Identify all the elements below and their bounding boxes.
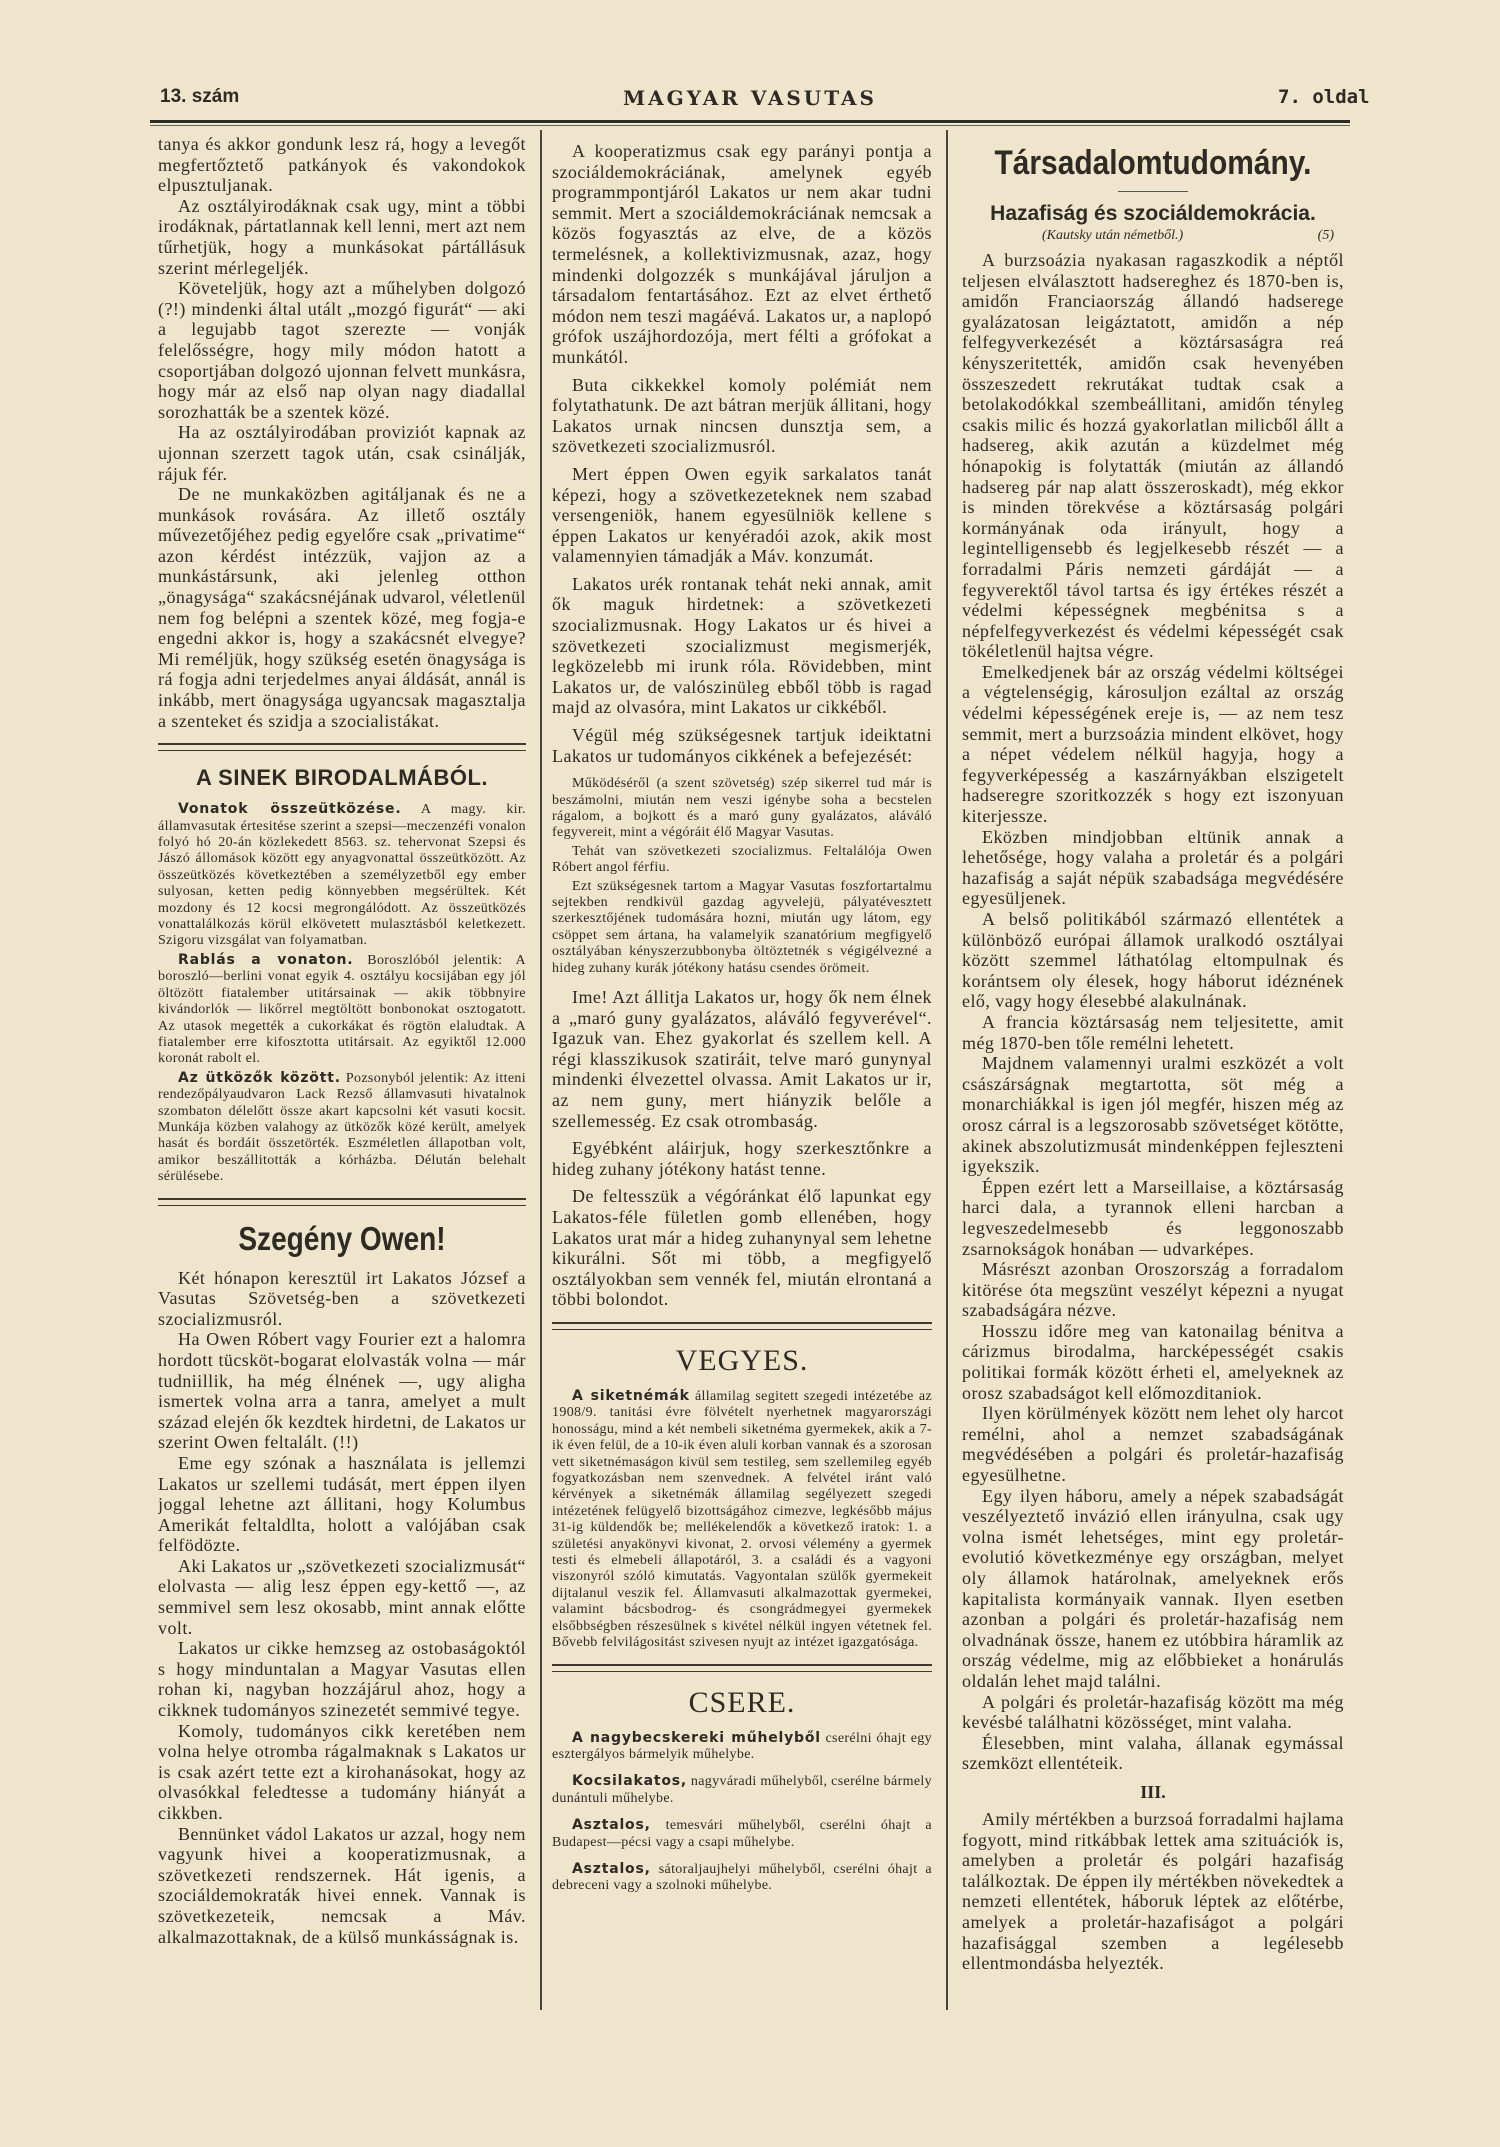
paragraph: Követeljük, hogy azt a műhelyben dolgozó (?!) mindenki által utált „mozgó figurát“ — aki a legujabb tagot szerezte — vonják felelősségre, hogy mily módon hatott a csoportjában dolgozó ujonnan felvett munkásra, hogy már az első nap olyan nagy diadallal sorozhatták be a szentek közé.	[158, 278, 526, 422]
section-title-csere: CSERE.	[688, 1685, 796, 1719]
header-rule	[150, 120, 1350, 123]
issue-number: 13. szám	[160, 86, 240, 107]
item-text: temesvári műhelyből, cserélni óhajt a Budapest—pécsi vagy a csapi műhelybe.	[552, 1818, 932, 1850]
news-item	[158, 1070, 526, 1186]
section-divider	[552, 1664, 932, 1672]
item-text: államilag segitett szegedi intézetébe az 1908/9. tanitási évre fölvételt nyerhetnek magyarországi honosságu, mind a két nembeli siketnéma gyermekek, akik a 7-ik éven felül, de a 10-ik éven aluli korban vannak és a szorosan vett siketnémaságon kivül sem testileg, sem szellemileg egyéb fogyatkozásban nem szenvednek. A felvétel iránt való kérvények a siketnémák államilag segélyezett szegedi intézetének felügyelő bizottságához cimezve, legkésőbb május 31-ig küldendők be; mellékelendők a következő iratok: 1. a születési anyakönyvi kivonat, 2. orvosi vélemény a gyermek testi és elmebeli állapotáról, 3. a családi és a vagyoni viszonyról szóló kimutatás. Vagyontalan szülők gyermekeit dijtalanul veszik fel. Államvasuti alkalmazottak gyermekei, valamint bácsbodrog- és csongrádmegyei gyermekek elsőbbségben részesülnek s kivétel nélkül ingyen vétetnek fel. Bővebb felvilágositást szivesen nyujt az intézet igazgatósága.	[552, 1389, 932, 1651]
paragraph: A kooperatizmus csak egy parányi pontja a szociáldemokráciának, amelynek egyéb programmpontjáról Lakatos ur nem akar tudni semmit. Mert a szociáldemokráciának nemcsak a közös fogyasztás az elve, de a közös termelésnek, a kollektivizmusnak, azaz, hogy mindenki dolgozzék s munkájával járuljon a társadalom fentartásához. Ezt az elvet érthető módon nem teszi magáévá. Lakatos ur, a naplopó grófok uszájhordozója, mert félti a grófokat a munkától.	[552, 141, 932, 367]
page-number: 7. oldal	[1278, 86, 1370, 108]
item-lead: A nagybecskereki műhelyből	[572, 1729, 821, 1746]
paragraph: A belső politikából származó ellentétek a különböző európai államok uralkodó osztályai között szemmel láthatólag eltompulnak és korántsem oly élesek, hogy háborut idéznének elő, vagy hogy élesebbé alakulnának.	[962, 909, 1344, 1012]
paragraph: Ilyen körülmények között nem lehet oly harcot remélni, ahol a nemzet szabadságának megvédésében a polgári és proletár-hazafiság egyesülhetne.	[962, 1403, 1344, 1486]
column-divider	[540, 130, 542, 2010]
paragraph: De ne munkaközben agitáljanak és ne a munkások rovására. Az illető osztály művezetőjéhez pedig egyelőre csak „privatime“ azon kérdést intézzük, vajjon az a munkástársunk, aki jelenleg otthon „önagysága“ szakácsnéjának udvarol, véletlenül nem fog belépni a szentek közé, meg fogja-e engedni akkor is, hogy a szakácsnét elvegye? Mi reméljük, hogy szükség esetén önagysága is rá fogja adni terjedelmes anyai áldását, annál is inkább, mert önagysága ugyancsak magasztalja a szenteket és szidja a szocialistákat.	[158, 484, 526, 731]
news-item	[552, 1817, 932, 1851]
paragraph: Ha Owen Róbert vagy Fourier ezt a halomra hordott tücsköt-bogarat elolvasták volna — már tudniillik, ha még élnének —, ugy aligha ismertek volna arra a tanra, amelyet a mult század elején ők kezdtek hirdetni, de Lakatos ur szerint Owen feltalált. (!!)	[158, 1329, 526, 1453]
paragraph: Eme egy szónak a használata is jellemzi Lakatos ur szellemi tudását, mert éppen ilyen joggal lehetne azt állitani, hogy Kolumbus Amerikát feltaldlta, holott a valójában csak felfödözte.	[158, 1452, 526, 1556]
paragraph: Ezt szükségesnek tartom a Magyar Vasutas foszfortartalmu sejtekben rendkivül gazdag agyvelejü, pályatévesztett szerkesztőjének tudomására hozni, miután ugy látom, egy csöppet sem ártana, ha valamelyik szanatórium megfigyelő osztályában kényszerzubbonyba öltöztetnék s végigélvezné a hideg zuhany kurák jótékony hatásu csendes örömeit.	[552, 878, 932, 976]
paragraph: Bennünket vádol Lakatos ur azzal, hogy nem vagyunk hivei a kooperatizmusnak, a szövetkezeti rendszernek. Hát igenis, a szociáldemokraták hivei ennek. Vannak is szövetkezeteik, nemcsak a Máv. alkalmazottaknak, de a külső munkásságnak is.	[158, 1823, 526, 1947]
news-item	[552, 1388, 932, 1652]
item-text: Boroszlóból jelentik: A boroszló—berlini vonat egyik 4. osztályu kocsijában egy jól öltözött fiatalember utitársainak — akik többnyire kivándorlók — likőrrel megtöltött bonbonokat osztogatott. Az utasok megették a cukorkákat és rögtön elaludtak. A fiatalember erre kifosztotta utitársait. Az egyiktől 12.000 koronát rabolt el.	[158, 952, 526, 1067]
paragraph: Hosszu időre meg van katonailag bénitva a cárizmus birodalma, harcképességét csakis politikai formák között érheti el, amelyeknek az orosz szabadságot kell előmozditaniok.	[962, 1320, 1344, 1403]
article-title-owen: Szegény Owen!	[238, 1219, 446, 1257]
header-rule-thin	[150, 125, 1350, 126]
news-item	[552, 1861, 932, 1895]
paragraph: De feltesszük a végóránkat élő lapunkat egy Lakatos-féle fületlen gomb ellenében, hogy Lakatos urat már a hideg zuhanynyal sem lehetne kikurálni. Sőt mi több, a megfigyelő osztályokban sem vennék fel, miután elrontaná a többi bolondot.	[552, 1186, 932, 1310]
paragraph: Amily mértékben a burzsoá forradalmi hajlama fogyott, mind ritkábbak lettek ama szituációk is, amelyben a proletár és polgári hazafiság találkoztak. De éppen ily mértékben növekedtek a nemzeti ellentétek, háboruk léptek az előtérbe, amelyek a proletár-hazafiságot a polgári hazafisággal szemben a legélesebb ellentmondásba helyezték.	[962, 1808, 1344, 1974]
paragraph: Eközben mindjobban eltünik annak a lehetősége, hogy valaha a proletár és a polgári hazafiság a saját népük szabadsága megvédésére egyesüljenek.	[962, 826, 1344, 909]
news-item	[158, 952, 526, 1068]
article-continuation	[158, 134, 526, 731]
paragraph: Emelkedjenek bár az ország védelmi költségei a végtelenségig, károsuljon ezáltal az ország védelmi képességének ereje is, — az nem tesz semmit, mert a burzsoázia mindent elkövet, hogy a népet védelem nélkül hagyja, hogy a fegyverképesség a kaszárnyákban elszigetelt hadseregre szoritkozzék s hogy ezt iszonyuan kiterjessze.	[962, 661, 1344, 827]
chapter-number: III.	[1140, 1781, 1166, 1802]
item-lead: Asztalos,	[572, 1817, 651, 1834]
paragraph: Egyébként aláirjuk, hogy szerkesztőnkre a hideg zuhany jótékony hatást tenne.	[552, 1138, 932, 1179]
column-2	[552, 134, 932, 2014]
article-owen-body	[158, 1268, 526, 1948]
paragraph: Élesebben, mint valaha, állanak egymással szemközt ellentéteik.	[962, 1732, 1344, 1774]
title-rule	[1118, 191, 1188, 192]
section-title-tarsadalomtudomany: Társadalomtudomány.	[994, 144, 1312, 182]
paragraph: A francia köztársaság nem teljesitette, amit még 1870-ben tőle remélni lehetett.	[962, 1011, 1344, 1053]
part-number: (5)	[1317, 228, 1334, 243]
exchange-items	[552, 1730, 932, 1895]
paragraph: Aki Lakatos ur „szövetkezeti szocializmusát“ elolvasta — alig lesz éppen egy-kettő —, az semmivel sem lesz okosabb, mint annak előtte volt.	[158, 1555, 526, 1638]
article-hazafisag-chapter-3	[962, 1809, 1344, 1974]
paragraph: A burzsoázia nyakasan ragaszkodik a néptől teljesen elválasztott hadsereghez és 1870-ben is, amidőn Franciaország állandó hadserege gyalázatosan leigáztatott, amidőn a nép felfegyverkezését a köztársaságra reá kényszeritették, amidőn csak hevenyében összeszedett rekrutákat tudtak csak a betolakodókkal szembeállitani, amidőn tényleg csakis milic és hozzá gyakorlatlan milicből állt a hadsereg, akik azután a küzdelmet még hónapokig is folytatták (miután az állandó hadsereg pár nap alatt összeroskadt), még ekkor is minden törekvése a köztársaság polgári kormányának oda irányult, hogy a legintelligensebb és legjelkesebb részét — a forradalmi Páris nemzeti gárdáját — a fegyverektől távol tartsa és igy értékes részét a védelmi képességnek megbénitsa s a népfelfegyverkezést és védelmi képességét csak tökéletlenül hajtsa végre.	[962, 250, 1344, 662]
paragraph: Majdnem valamennyi uralmi eszközét a volt császárságnak megtartotta, söt még a monarchiákkal is igen jól megfér, hiszen még az orosz cárral is a legszorosabb szövetséget kötötte, akinek abszolutizmusát mindenképpen fejleszteni igyekszik.	[962, 1053, 1344, 1177]
item-text: Pozsonyból jelentik: Az itteni rendezőpályaudvaron Lack Rezső államvasuti hivatalnok szombaton délelőtt össze akart kapcsolni két vasuti kocsit. Munkája közben valahogy az ütközők közé került, amelyek hasát és bordáit összetörték. Eszméletlen állapotban volt, amikor beszállitották a kórházba. Délután belehalt sérülésebe.	[158, 1070, 526, 1185]
item-lead: Kocsilakatos,	[572, 1773, 688, 1790]
paragraph: Egy ilyen háboru, amely a népek szabadságát veszélyeztető invázió ellen irányulna, csak ugy volna ismét lehetséges, mint egy proletár-evolutió következménye egy országban, melyet oly államok határolnak, amelyeknek erős kapitalista kormányaik vannak. Ilyen esetben azonban a polgári és proletár-hazafiság nem olvadnának össze, hanem ez utóbbira háramlik az ország védelme, mig az előbbieket a honárulás oldalán lehet majd találni.	[962, 1485, 1344, 1691]
paragraph: Ha az osztályirodában proviziót kapnak az ujonnan szerzett tagok után, csak csinálják, rájuk fér.	[158, 422, 526, 484]
byline	[962, 228, 1344, 244]
paragraph: Komoly, tudományos cikk keretében nem volna helye otromba rágalmaknak s Lakatos ur is csak azért tette ezt a kirohanásokat, hogy az olvasókkal feledtesse a tudomány hiányát a cikkben.	[158, 1720, 526, 1823]
section-divider	[158, 743, 526, 751]
section-divider	[552, 1322, 932, 1330]
news-item	[158, 801, 526, 950]
paragraph: Ime! Azt állitja Lakatos ur, hogy ők nem élnek a „maró guny gyalázatos, aláváló fegyverével“. Igazuk van. Ehez gyakorlat és szellem kell. A régi klasszikusok szatiráit, telve maró gunynyal mindenki élvezettel olvassa. Amit Lakatos ur ir, az nem guny, mert hiányzik belőle a szellemesség. Ez csak otrombaság.	[552, 987, 932, 1131]
item-text: sátoraljaujhelyi műhelyből, cserélni óhajt a debreceni vagy a szolnoki műhelybe.	[552, 1861, 932, 1894]
paragraph: Két hónapon keresztül irt Lakatos József a Vasutas Szövetség-ben a szövetkezeti szocializmusról.	[158, 1267, 526, 1329]
quoted-block	[552, 776, 932, 977]
item-text: nagyváradi műhelyből, cserélne bármely dunántuli műhelybe.	[552, 1774, 932, 1806]
newspaper-title: MAGYAR VASUTAS	[623, 86, 877, 110]
item-text: cserélni óhajt egy esztergályos bármelyik műhelybe.	[552, 1730, 932, 1762]
item-lead: A siketnémák	[572, 1388, 690, 1404]
item-lead: Asztalos,	[572, 1860, 651, 1877]
column-3	[962, 134, 1344, 2014]
paragraph: Mert éppen Owen egyik sarkalatos tanát képezi, hogy a szövetkezeteknek nem szabad versengeniök, hanem egyesülniök kellene s éppen Lakatos ur kenyéradói azok, akik most valamennyien támadják a Máv. konzumát.	[552, 463, 932, 567]
column-divider	[946, 130, 948, 2010]
byline-source: (Kautsky után németből.)	[1042, 228, 1184, 243]
section-divider	[158, 1198, 526, 1206]
paragraph: Működéséről (a szent szövetség) szép sikerrel tud már is beszámolni, miután nem veszi igénybe soha a becstelen rágalom, a bojkott és a maró guny gyalázatos, aláváló fegyvereit, mint a végóráit élő Magyar Vasutas.	[552, 776, 932, 841]
paragraph: Lakatos urék rontanak tehát neki annak, amit ők maguk hirdetnek: a szövetkezeti szocializmusnak. Hogy Lakatos ur és hivei a szövetkezeti szocializmust megismerjék, legközelebb mi irunk róla. Rövidebben, mint Lakatos ur, de valószinüleg ebből több is ragad majd az olvasóra, mint Lakatos ur cikkéből.	[552, 573, 932, 718]
section-title-vegyes: VEGYES.	[675, 1344, 809, 1377]
item-text: A magy. kir. államvasutak értesitése szerint a szepsi—meczenzéfi vonalon folyó hó 20-án közlekedett 8563. sz. tehervonat Szepsi és Jászó állomások között egy anyagvonattal összeütközött. Az összeütközés következtében a személyzetből egy ember sulyosan, ketten pedig könnyebben megsérültek. Két mozdony és 12 kocsi megrongálódott. Az összeütközés vonattalálkozás körül elkövetett mulasztásból keletkezett. Szigoru vizsgálat van folyamatban.	[158, 802, 526, 949]
news-item	[552, 1773, 932, 1807]
column-1	[158, 134, 526, 2014]
article-owen-continuation	[552, 141, 932, 766]
paragraph: Buta cikkekkel komoly polémiát nem folytathatunk. De azt bátran merjük állitani, hogy Lakatos urnak nincsen dunsztja sem, a szövetkezeti szocializmusról.	[552, 374, 932, 457]
paragraph: Az osztályirodáknak csak ugy, mint a többi irodáknak, pártatlannak kell lenni, mert azt nem tűrhetjük, hogy a munkásokat pártállásuk szerint mérlegeljék.	[158, 195, 526, 278]
article-owen-ending	[552, 987, 932, 1310]
paragraph: Tehát van szövetkezeti szocializmus. Feltalálója Owen Róbert angol férfiu.	[552, 843, 932, 876]
article-title-hazafisag: Hazafiság és szociáldemokrácia.	[990, 202, 1316, 225]
paragraph: Éppen ezért lett a Marseillaise, a köztársaság harci dala, a tyrannok elleni harcban a legveszedelmesebb és leggonoszabb zsarnokságok honában — udvarképes.	[962, 1176, 1344, 1259]
paragraph: A polgári és proletár-hazafiság között ma még kevésbé találhatni közösséget, mint valaha.	[962, 1691, 1344, 1733]
paragraph: Másrészt azonban Oroszország a forradalom kitörése óta megszünt veszélyt képezni a nyugat szabadságára nézve.	[962, 1259, 1344, 1321]
item-lead: Az ütközők között.	[178, 1069, 341, 1086]
section-title-sinek: A SINEK BIRODALMÁBÓL.	[195, 765, 488, 791]
paragraph: Végül még szükségesnek tartjuk ideiktatni Lakatos ur tudományos cikkének a befejezését:	[552, 725, 932, 766]
item-lead: Rablás a vonaton.	[178, 951, 354, 968]
paragraph: tanya és akkor gondunk lesz rá, hogy a levegőt megfertőztető patkányok és vakondokok elpusztuljanak.	[158, 134, 526, 196]
misc-items	[552, 1388, 932, 1652]
news-items	[158, 801, 526, 1185]
news-item	[552, 1730, 932, 1764]
item-lead: Vonatok összeütközése.	[178, 801, 402, 818]
paragraph: Lakatos ur cikke hemzseg az ostobaságoktól s hogy minduntalan a Magyar Vasutas ellen rohan ki, nagyban hozzájárul ahoz, hogy a cikknek tudományos szinezetét semmivé tegye.	[158, 1638, 526, 1721]
article-hazafisag-body	[962, 250, 1344, 1774]
